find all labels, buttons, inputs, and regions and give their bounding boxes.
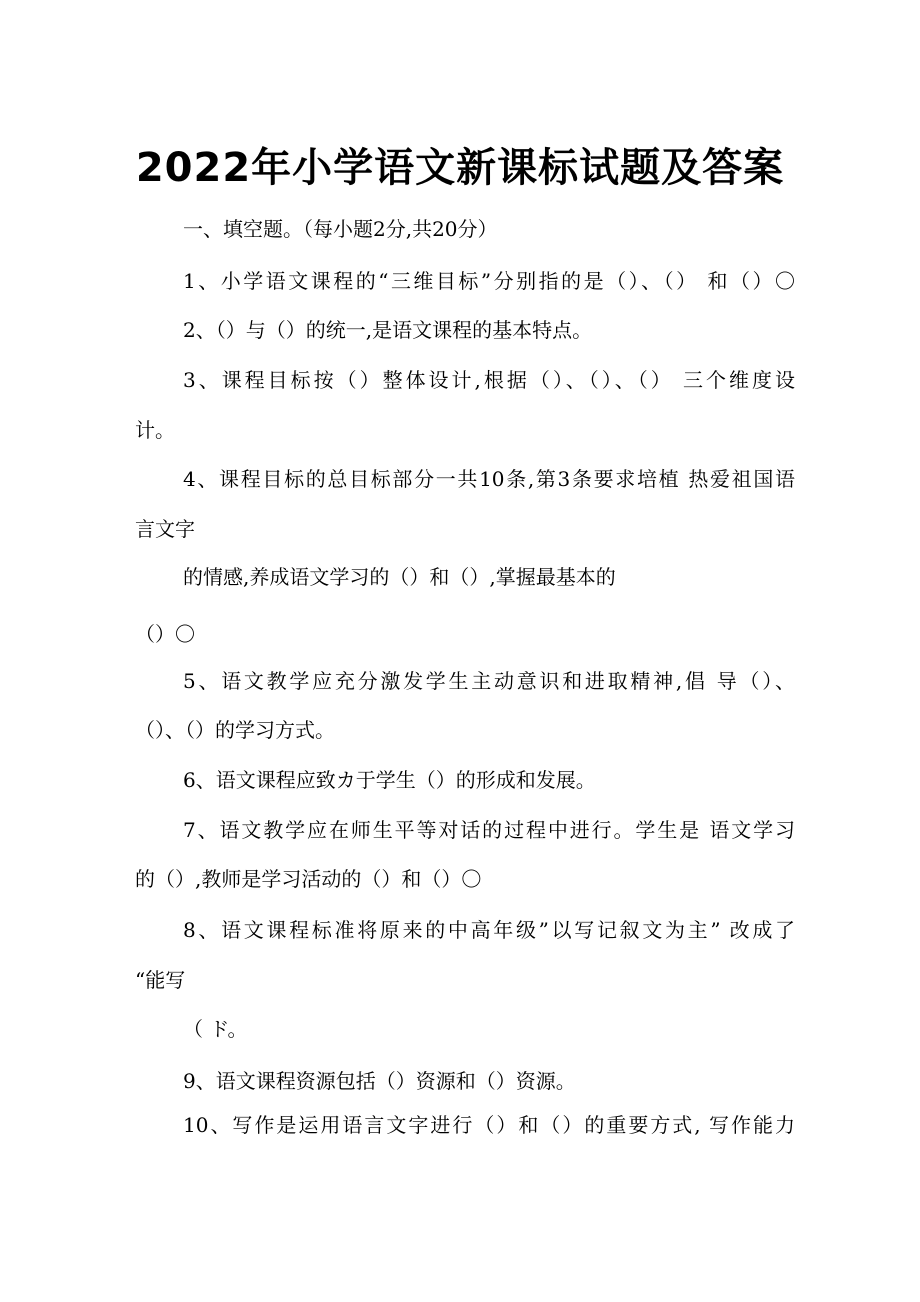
question-10-line-1: 10、写作是运用语言文字进行（）和（）的重要方式, 写作能力 bbox=[183, 1113, 795, 1137]
question-8-line-2: “能写 bbox=[135, 968, 186, 992]
question-5-line-2: （）、（）的学习方式。 bbox=[135, 718, 335, 742]
question-3-line-1: 3、课程目标按（）整体设计,根据（）、（）、（） 三个维度设 bbox=[183, 368, 795, 392]
question-4-line-1: 4、课程目标的总目标部分一共10条,第3条要求培植 热爱祖国语 bbox=[183, 467, 795, 491]
question-9-line-1: 9、语文课程资源包括（）资源和（）资源。 bbox=[183, 1069, 576, 1093]
question-7-line-2: 的（）,教师是学习活动的（）和（）〇 bbox=[135, 867, 482, 891]
question-2-line-1: 2、（）与（）的统一,是语文课程的基本特点。 bbox=[183, 318, 593, 342]
question-4-line-3: 的情感,养成语文学习的（）和（）,掌握最基本的 bbox=[183, 565, 616, 589]
question-5-line-1: 5、语文教学应充分激发学生主动意识和进取精神,倡 导（）、 bbox=[183, 669, 795, 693]
document-title: 2022年小学语文新课标试题及答案 bbox=[135, 145, 785, 191]
question-3-line-2: 计。 bbox=[135, 418, 175, 442]
question-6-line-1: 6、语文课程应致カ于学生（）的形成和发展。 bbox=[183, 768, 596, 792]
question-4-line-4: （）〇 bbox=[135, 622, 195, 646]
section-heading-fill-in-blank: 一、填空题。（每小题2分,共20分） bbox=[183, 217, 498, 241]
question-1-line-1: 1、小学语文课程的“三维目标”分别指的是（）、（） 和（）〇 bbox=[183, 269, 795, 293]
question-8-line-3: （ ド。 bbox=[183, 1017, 248, 1041]
question-4-line-2: 言文字 bbox=[135, 517, 195, 541]
question-8-line-1: 8、语文课程标准将原来的中高年级”以写记叙文为主” 改成了 bbox=[183, 918, 795, 942]
question-7-line-1: 7、语文教学应在师生平等对话的过程中进行。学生是 语文学习 bbox=[183, 818, 795, 842]
